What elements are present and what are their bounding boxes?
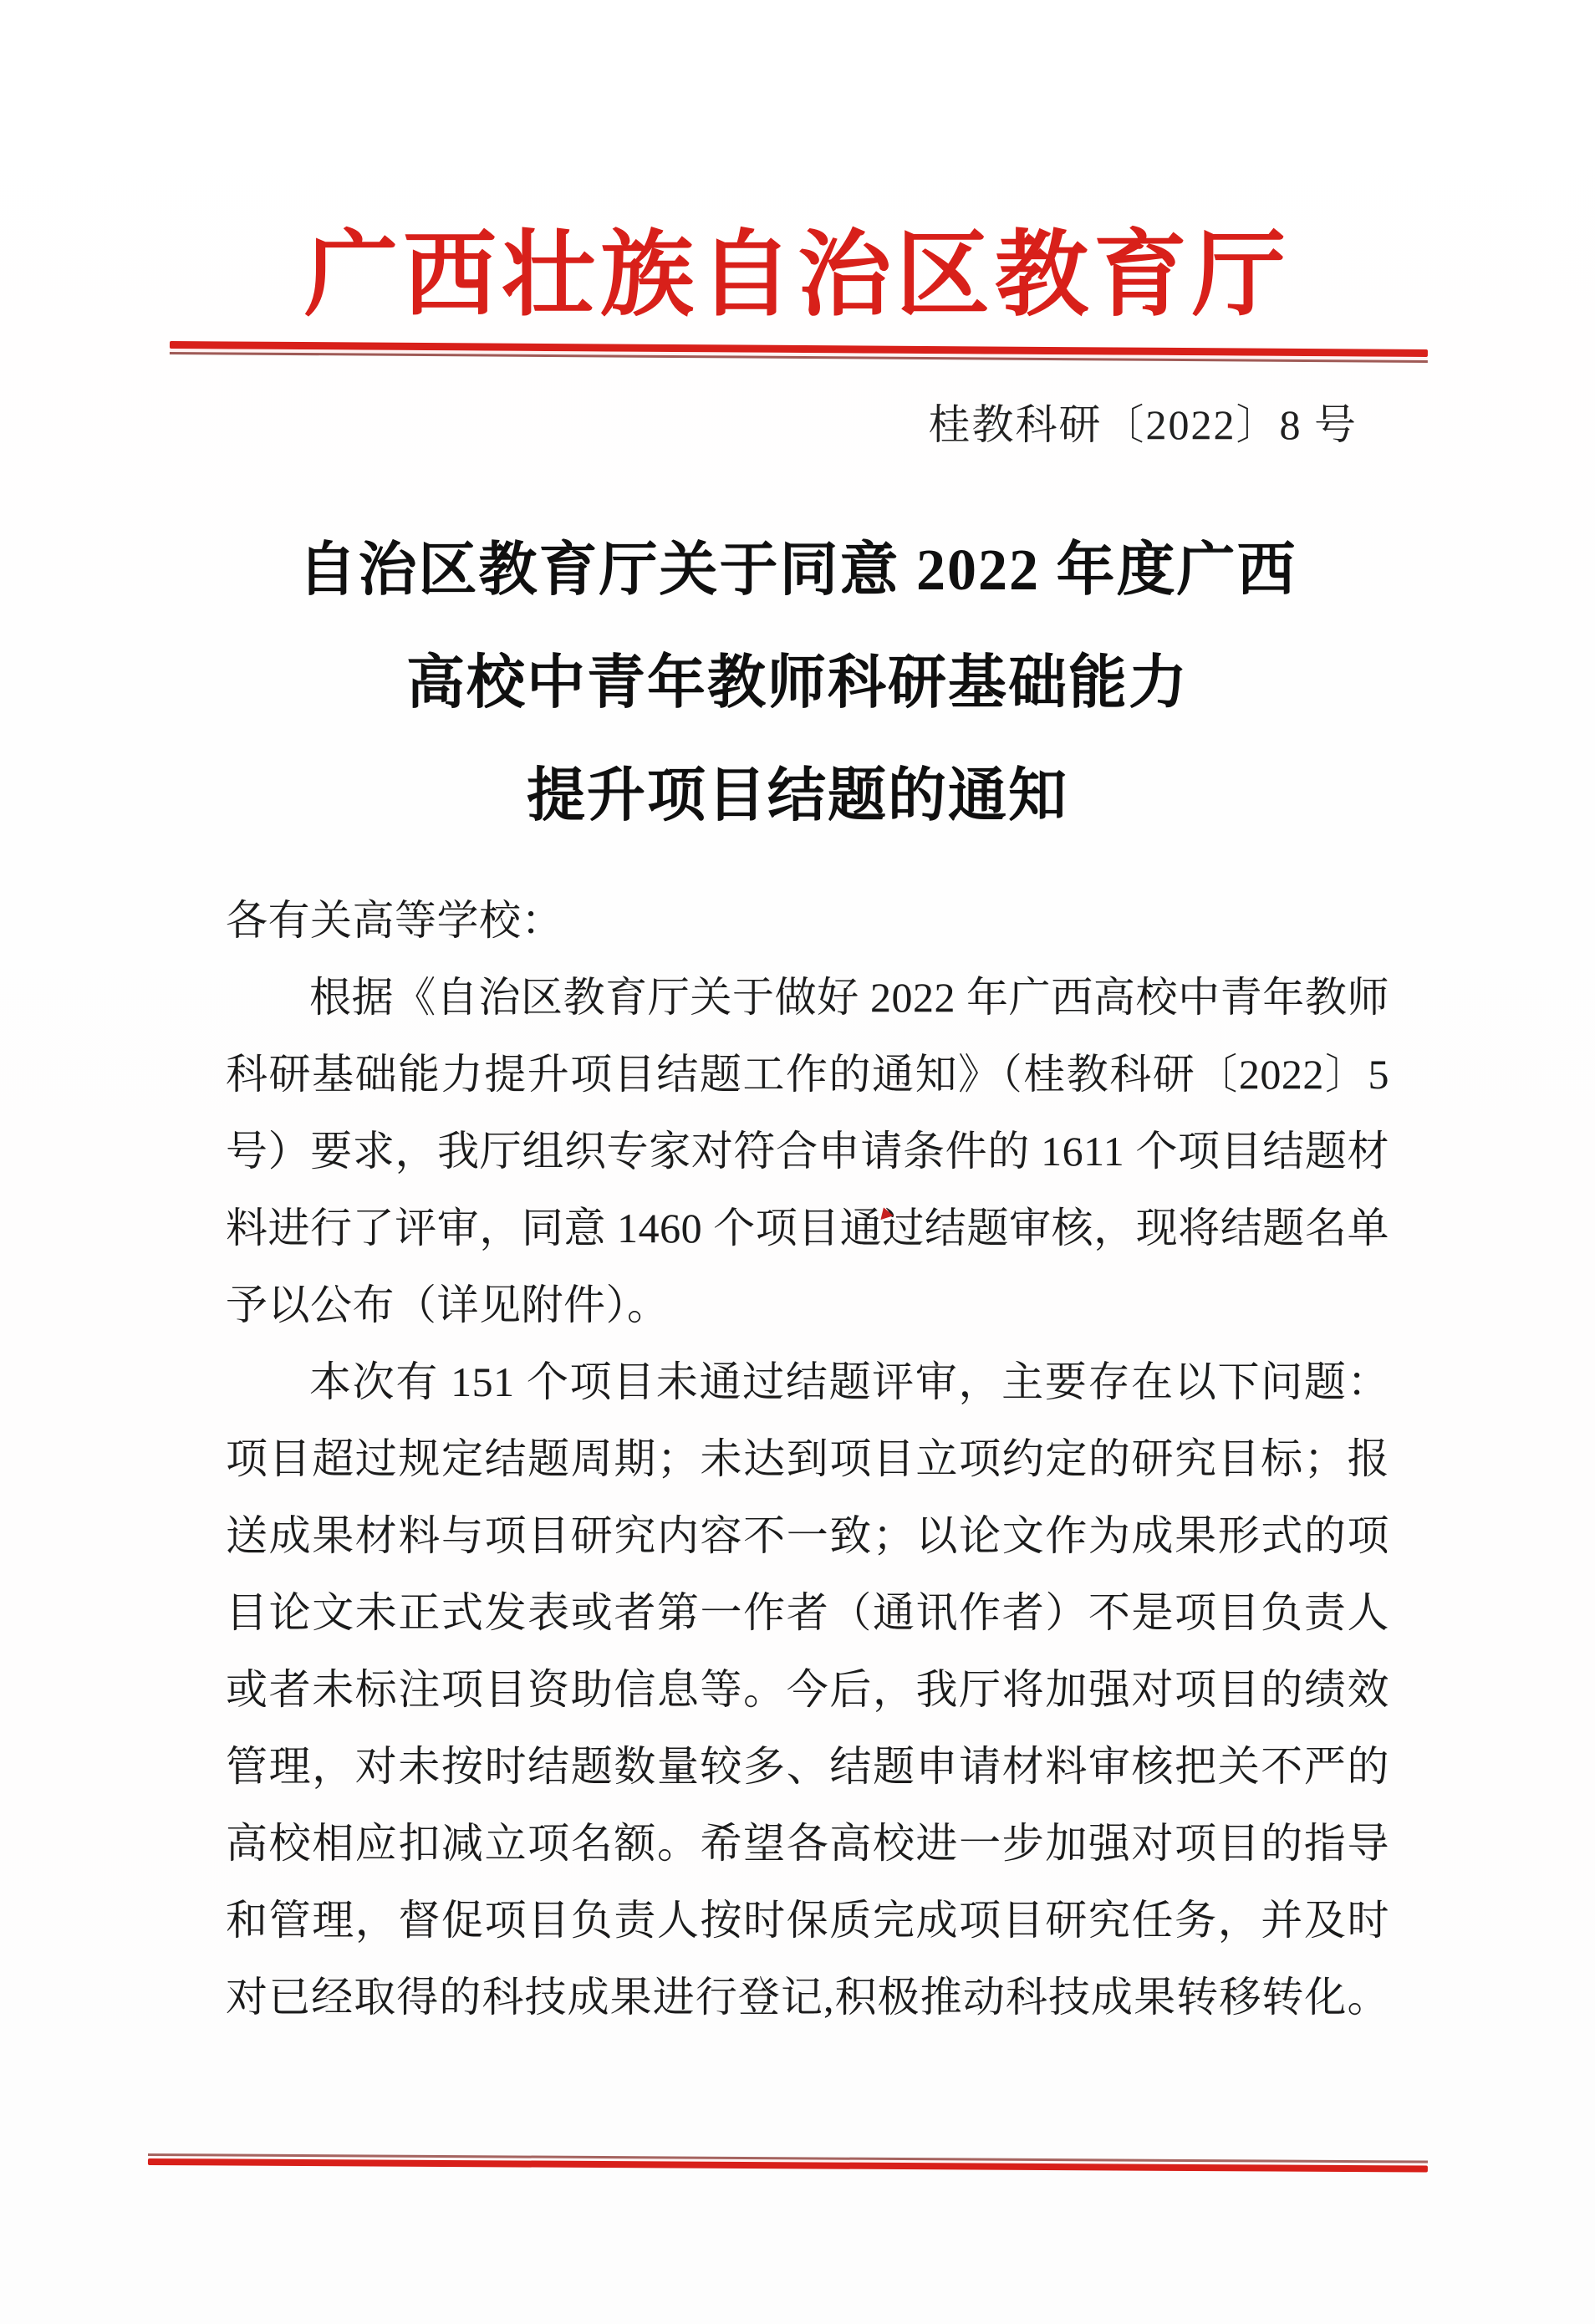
body-line: 和管理，督促项目负责人按时保质完成项目研究任务，并及时 (226, 1897, 1389, 1944)
body-line: 高校相应扣减立项名额。希望各高校进一步加强对项目的指导 (226, 1820, 1389, 1867)
body-line: 予以公布（详见附件）。 (226, 1282, 670, 1328)
body-line: 管理，对未按时结题数量较多、结题申请材料审核把关不严的 (226, 1743, 1389, 1790)
masthead-red-rule (170, 341, 1428, 363)
body-line: 料进行了评审，同意 1460 个项目通过结题审核，现将结题名单 (226, 1205, 1389, 1251)
body-line: 科研基础能力提升项目结题工作的通知》（桂教科研〔2022〕5 (226, 1051, 1389, 1098)
body-line: 根据《自治区教育厅关于做好 2022 年广西高校中青年教师 (309, 974, 1389, 1021)
body-line: 送成果材料与项目研究内容不一致；以论文作为成果形式的项 (226, 1512, 1389, 1559)
footer-red-rule (148, 2153, 1428, 2173)
body-line: 号）要求，我厅组织专家对符合申请条件的 1611 个项目结题材 (226, 1128, 1389, 1175)
document-title-line-3: 提升项目结题的通知 (527, 764, 1068, 828)
body-line: 本次有 151 个项目未通过结题评审，主要存在以下问题： (309, 1358, 1389, 1405)
salutation-line: 各有关高等学校： (226, 897, 563, 944)
document-title-line-1: 自治区教育厅关于同意 2022 年度广西 (298, 538, 1297, 603)
document-title (0, 514, 1595, 853)
document-reference-number: 桂教科研〔2022〕8 号 (928, 401, 1358, 448)
body-line: 对已经取得的科技成果进行登记,积极推动科技成果转移转化。 (226, 1974, 1389, 2021)
body-line: 或者未标注项目资助信息等。今后，我厅将加强对项目的绩效 (226, 1666, 1389, 1713)
agency-masthead-title: 广西壮族自治区教育厅 (304, 224, 1291, 328)
body-line: 目论文未正式发表或者第一作者（通讯作者）不是项目负责人 (226, 1589, 1389, 1636)
body-line: 项目超过规定结题周期；未达到项目立项约定的研究目标；报 (226, 1435, 1389, 1482)
document-body (226, 882, 1389, 2036)
document-title-line-2: 高校中青年教师科研基础能力 (406, 651, 1189, 716)
